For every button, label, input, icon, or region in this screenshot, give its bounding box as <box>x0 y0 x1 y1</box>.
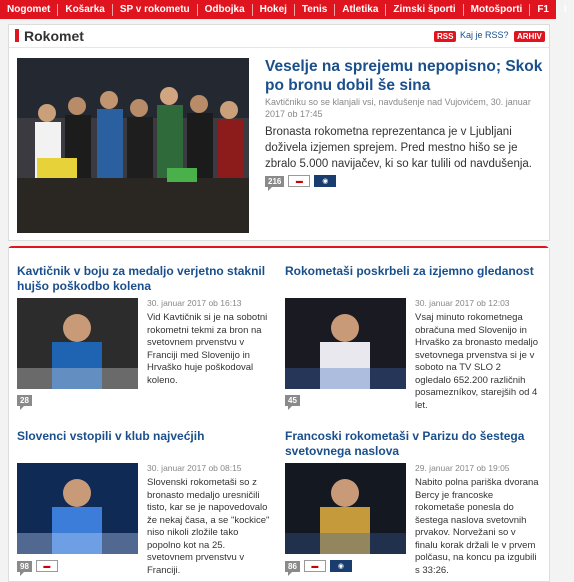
article-icons <box>285 395 300 406</box>
article-card[interactable] <box>285 429 541 576</box>
hero-title[interactable]: Veselje na sprejemu nepopisno; Skok po bronu dobil še sina <box>265 58 543 94</box>
comment-count-badge[interactable]: 98 <box>17 561 32 572</box>
camera-icon[interactable]: ◉ <box>314 175 336 187</box>
top-navigation <box>0 0 567 19</box>
nav-item[interactable]: Tenis <box>295 4 335 16</box>
article-date: 29. januar 2017 ob 19:05 <box>415 463 510 473</box>
article-title[interactable]: Francoski rokometaši v Parizu do šestega svetovnega naslova <box>285 429 525 458</box>
article-title[interactable]: Kavtičnik v boju za medaljo verjetno staknil hujšo poškodbo kolena <box>17 264 266 293</box>
rss-info-link[interactable]: Kaj je RSS? <box>460 30 509 40</box>
nav-item[interactable]: Košarka <box>58 4 112 16</box>
hero-icons <box>265 175 336 187</box>
hero-meta: Kavtičniku so se klanjali vsi, navdušenje nad Vujovićem, 30. januar 2017 ob 17:45 <box>265 97 531 119</box>
article-image[interactable] <box>285 463 406 554</box>
comment-count-badge[interactable]: 45 <box>285 395 300 406</box>
comment-count-badge[interactable]: 86 <box>285 561 300 572</box>
article-image[interactable] <box>17 298 138 389</box>
article-summary: Vid Kavtičnik si je na sobotni rokometni tekmi za bron na svetovnem prvenstvu v Franciji med Slovenijo in Hrvaško huje poškodoval koleno. <box>147 312 268 386</box>
article-image[interactable] <box>285 298 406 389</box>
article-title[interactable]: Slovenci vstopili v klub najvećjih <box>17 429 205 443</box>
section-header <box>9 25 549 48</box>
article-date: 30. januar 2017 ob 16:13 <box>147 298 242 308</box>
article-title[interactable]: Rokometaši poskrbeli za izjemno gledanost <box>285 264 534 278</box>
nav-item[interactable]: I <box>564 3 567 15</box>
comment-count-badge[interactable]: 28 <box>17 395 32 406</box>
nav-item[interactable]: F1 <box>530 4 557 16</box>
nav-item[interactable]: Motošporti <box>464 4 531 16</box>
article-summary: Nabito polna pariška dvorana Bercy je francoske rokometaše ponesla do šestega naslova svetovnih prvakov. Norvežani so v finalu korak držali le v prvem polčasu, na koncu pa izgubili s 33:26. <box>415 477 539 576</box>
video-icon[interactable]: ▬ <box>304 560 326 572</box>
video-icon[interactable]: ▬ <box>36 560 58 572</box>
article-summary: Slovenski rokometaši so z bronasto medaljo uresničili tisto, kar se je napovedovalo že nekaj časa, a se "kockice" niso nikoli zložile tako popolno kot na 25. svetovnem prvenstvu v Franciji. <box>147 477 270 576</box>
article-date: 30. januar 2017 ob 12:03 <box>415 298 510 308</box>
nav-item[interactable]: Hokej <box>253 4 295 16</box>
nav-item[interactable]: SP v rokometu <box>113 4 198 16</box>
article-image[interactable] <box>17 463 138 554</box>
nav-item[interactable]: Nogomet <box>0 4 58 16</box>
nav-item[interactable]: Atletika <box>335 4 386 16</box>
hero-image[interactable] <box>17 58 249 233</box>
video-icon[interactable]: ▬ <box>288 175 310 187</box>
article-icons <box>285 560 352 572</box>
rss-badge[interactable]: RSS <box>434 31 456 42</box>
camera-icon[interactable]: ◉ <box>330 560 352 572</box>
article-icons <box>17 560 58 572</box>
archive-button[interactable]: ARHIV <box>514 31 545 42</box>
section-title: Rokomet <box>24 28 84 44</box>
article-card[interactable] <box>17 264 273 405</box>
articles-grid <box>8 248 550 582</box>
featured-section <box>8 24 550 241</box>
hero-lead: Bronasta rokometna reprezentanca je v Ljubljani doživela izjemen sprejem. Pred mestno hišo se je zbralo 5.000 navijačev, ki so kar tulili od navdušenja. <box>265 126 532 170</box>
section-marker <box>15 29 19 42</box>
article-date: 30. januar 2017 ob 08:15 <box>147 463 242 473</box>
article-summary: Vsaj minuto rokometnega obračuna med Slovenijo in Hrvaško za bronasto medaljo svetovnega prvenstva si je v soboto na TV SLO 2 ogledalo 652.200 različnih posamezníkov, starejših od 4 let. <box>415 312 539 411</box>
article-card[interactable] <box>17 429 273 576</box>
nav-item[interactable]: Odbojka <box>198 4 253 16</box>
comment-count-badge[interactable]: 216 <box>265 176 284 187</box>
nav-item[interactable]: Zimski športi <box>386 4 463 16</box>
article-card[interactable] <box>285 264 541 411</box>
article-icons <box>17 395 32 406</box>
